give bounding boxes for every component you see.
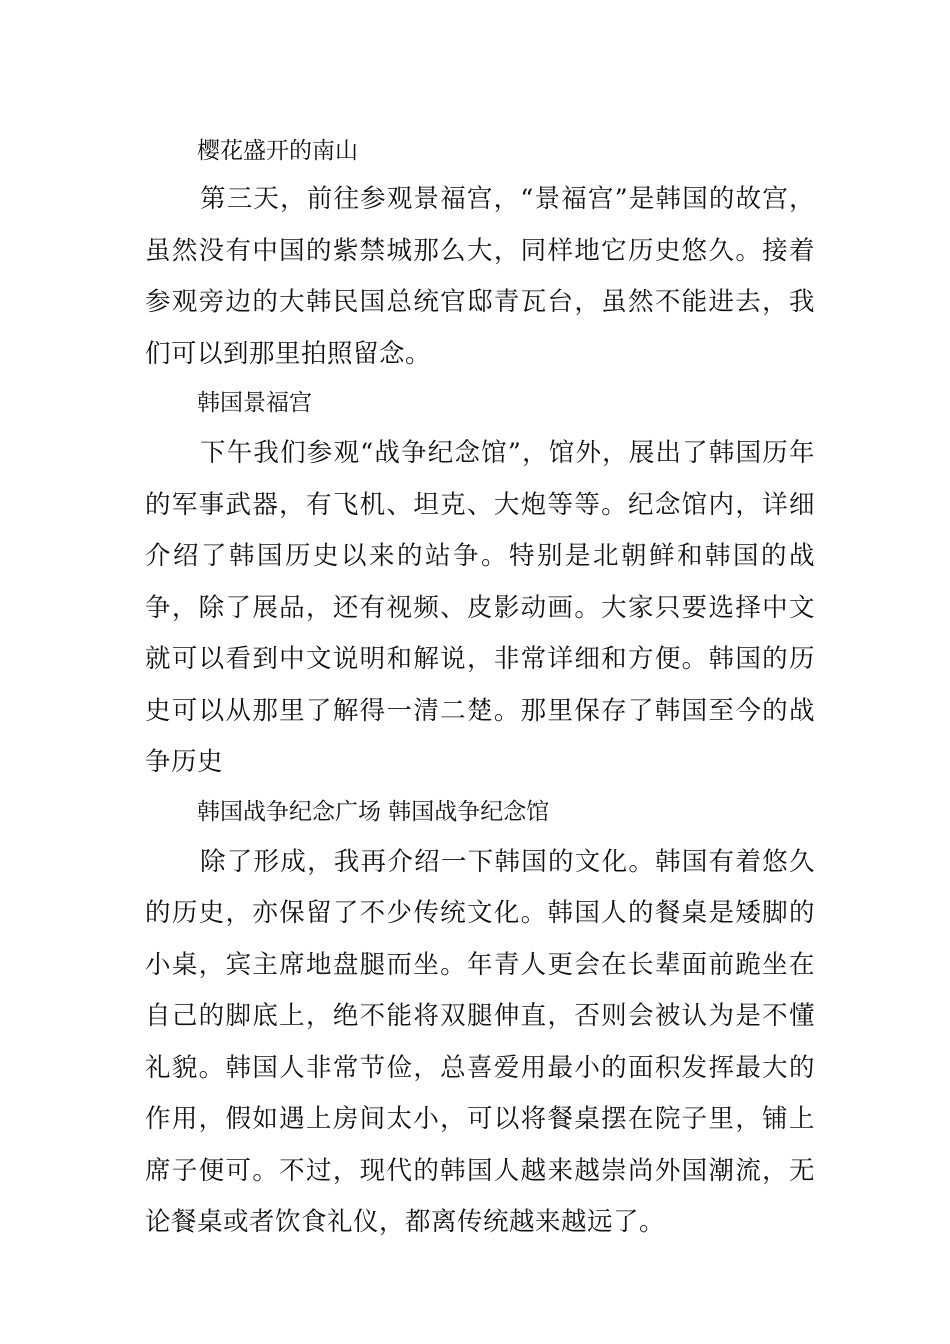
paragraph-gyeongbokgung-visit: 第三天，前往参观景福宫，“景福宫”是韩国的故宫，虽然没有中国的紫禁城那么大，同样地它历史悠久。接着参观旁边的大韩民国总统官邸青瓦台，虽然不能进去，我们可以到那里拍照留念。 — [145, 184, 815, 369]
image-caption-war-memorial: 韩国战争纪念广场 韩国战争纪念馆 — [197, 798, 550, 825]
paragraph-korean-culture: 除了形成，我再介绍一下韩国的文化。韩国有着悠久的历史，亦保留了不少传统文化。韩国人的餐桌是矮脚的小桌，宾主席地盘腿而坐。年青人更会在长辈面前跪坐在自己的脚底上，绝不能将双腿伸直，否则会被认为是不懂礼貌。韩国人非常节俭，总喜爱用最小的面积发挥最大的作用，假如遇上房间太小，可以将餐桌摆在院子里，铺上席子便可。不过，现代的韩国人越来越崇尚外国潮流，无论餐桌或者饮食礼仪，都离传统越来越远了。 — [145, 846, 815, 1237]
paragraph-war-memorial: 下午我们参观“战争纪念馆”，馆外，展出了韩国历年的军事武器，有飞机、坦克、大炮等等。纪念馆内，详细介绍了韩国历史以来的站争。特别是北朝鲜和韩国的战争，除了展品，还有视频、皮影动画。大家只要选择中文就可以看到中文说明和解说，非常详细和方便。韩国的历史可以从那里了解得一清二楚。那里保存了韩国至今的战争历史 — [145, 438, 815, 777]
image-caption-gyeongbokgung: 韩国景福宫 — [197, 390, 312, 416]
image-caption-namsan: 樱花盛开的南山 — [197, 138, 358, 164]
document-body — [145, 130, 815, 1249]
